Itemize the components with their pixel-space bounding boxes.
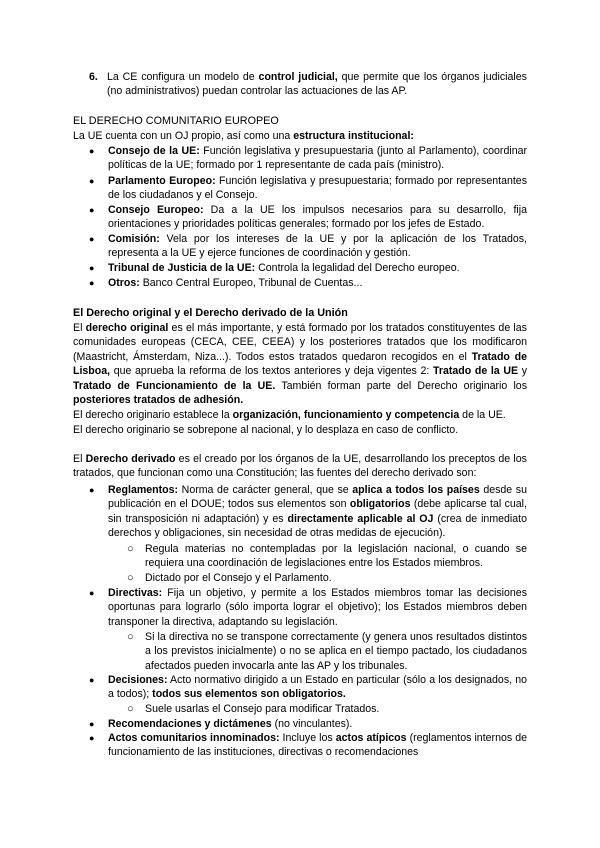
bullet-icon: ●	[89, 675, 95, 685]
list-item-recomendaciones: Recomendaciones y dictámenes (no vinculantes).	[108, 718, 353, 730]
list-item: Tribunal de Justicia de la UE: Controla la legalidad del Derecho europeo.	[108, 262, 460, 274]
item-6-text: La CE configura un modelo de control judicial, que permite que los órganos judiciales (no administrativos) puedan controlar las actuaciones de las AP.	[107, 71, 527, 98]
list-item: Consejo Europeo: Da a la UE los impulsos necesarios para su desarrollo, fija orientaciones y prioridades políticas generales; formado por los jefes de Estado.	[108, 204, 527, 231]
list-item: Comisión: Vela por los intereses de la UE y por la aplicación de los Tratados, representa a la UE y ejerce funciones de coordinación y gestión.	[108, 233, 527, 260]
bullet-icon: ●	[89, 719, 95, 729]
list-item-actos: Actos comunitarios innominados: Incluye los actos atípicos (reglamentos internos de funcionamiento de las instituciones, directivas o recomendaciones	[108, 732, 527, 759]
bullet-icon: ●	[89, 588, 95, 598]
paragraph-organizacion: El derecho originario establece la organización, funcionamiento y competencia de la UE.	[73, 409, 506, 421]
bullet-icon: ●	[89, 176, 95, 186]
bullet-icon: ●	[89, 234, 95, 244]
bullet-icon: ●	[89, 485, 95, 495]
sub-list-item: Dictado por el Consejo y el Parlamento.	[145, 572, 332, 584]
list-item-reglamentos: Reglamentos: Norma de carácter general, que se aplica a todos los países desde su publicación en el DOUE; todos sus elementos son obligatorios (debe aplicarse tal cual, sin transposición ni adaptación) y es directamente aplicable al OJ (crea de inmediato derechos y obligaciones, sin necesidad de otras medidas de ejecución).	[108, 484, 528, 540]
list-number: 6.	[89, 71, 98, 83]
bullet-icon: ●	[89, 733, 95, 743]
sub-bullet-icon: ○	[127, 631, 134, 643]
bullet-icon: ●	[89, 278, 95, 288]
list-item-decisiones: Decisiones: Acto normativo dirigido a un Estado en particular (sólo a los designados, no a todos); todos sus elementos son obligatorios.	[108, 674, 527, 701]
sub-bullet-icon: ○	[127, 543, 134, 555]
list-item: Otros: Banco Central Europeo, Tribunal de Cuentas...	[108, 277, 363, 289]
sub-list-item: Suele usarlas el Consejo para modificar Tratados.	[145, 703, 380, 715]
list-item-directivas: Directivas: Fija un objetivo, y permite a los Estados miembros tomar las decisiones oportunas para lograrlo (sólo importa lograr el objetivo); los Estados miembros deben transponer la directiva, adaptando su legislación.	[108, 587, 527, 628]
sub-bullet-icon: ○	[127, 572, 134, 584]
sub-list-item: Regula materias no contempladas por la legislación nacional, o cuando se requiera una coordinación de legislaciones entre los Estados miembros.	[145, 543, 527, 570]
paragraph-derecho-derivado: El Derecho derivado es el creado por los órganos de la UE, desarrollando los preceptos de los tratados, que funcionan como una Constitución; las fuentes del derecho derivado son:	[73, 453, 527, 480]
bullet-icon: ●	[89, 146, 95, 156]
paragraph-sobrepone: El derecho originario se sobrepone al nacional, y lo desplaza en caso de conflicto.	[73, 424, 459, 436]
bullet-icon: ●	[89, 263, 95, 273]
sub-list-item: Si la directiva no se transpone correctamente (y genera unos resultados distintos a los previstos inicialmente) o no se aplica en el tiempo pactado, los ciudadanos afectados pueden invocarla ante las AP y los tribunales.	[145, 631, 527, 672]
list-item: Parlamento Europeo: Función legislativa y presupuestaria; formado por representantes de los ciudadanos y el Consejo.	[108, 175, 527, 202]
section-intro: La UE cuenta con un OJ propio, así como una estructura institucional:	[73, 130, 414, 142]
bullet-icon: ●	[89, 205, 95, 215]
paragraph-derecho-original: El derecho original es el más importante, y está formado por los tratados constituyentes de las comunidades europeas (CECA, CEE, CEEA) y los posteriores tratados que los modificaron (Maastricht, Ámsterdam, Niza...). Todos estos tratados quedaron recogidos en el Tratado de Lisboa, que aprueba la reforma de los textos anteriores y deja vigentes 2: Tratado de la UE y Tratado de Funcionamiento de la UE. También forman parte del Derecho originario los posteriores tratados de adhesión.	[73, 322, 527, 407]
section-title-derecho-comunitario: EL DERECHO COMUNITARIO EUROPEO	[73, 115, 279, 127]
section-title-derecho-original: El Derecho original y el Derecho derivado de la Unión	[73, 307, 348, 319]
list-item: Consejo de la UE: Función legislativa y presupuestaria (junto al Parlamento), coordinar políticas de la UE; formado por 1 representante de cada país (ministro).	[108, 145, 528, 172]
sub-bullet-icon: ○	[127, 703, 134, 715]
